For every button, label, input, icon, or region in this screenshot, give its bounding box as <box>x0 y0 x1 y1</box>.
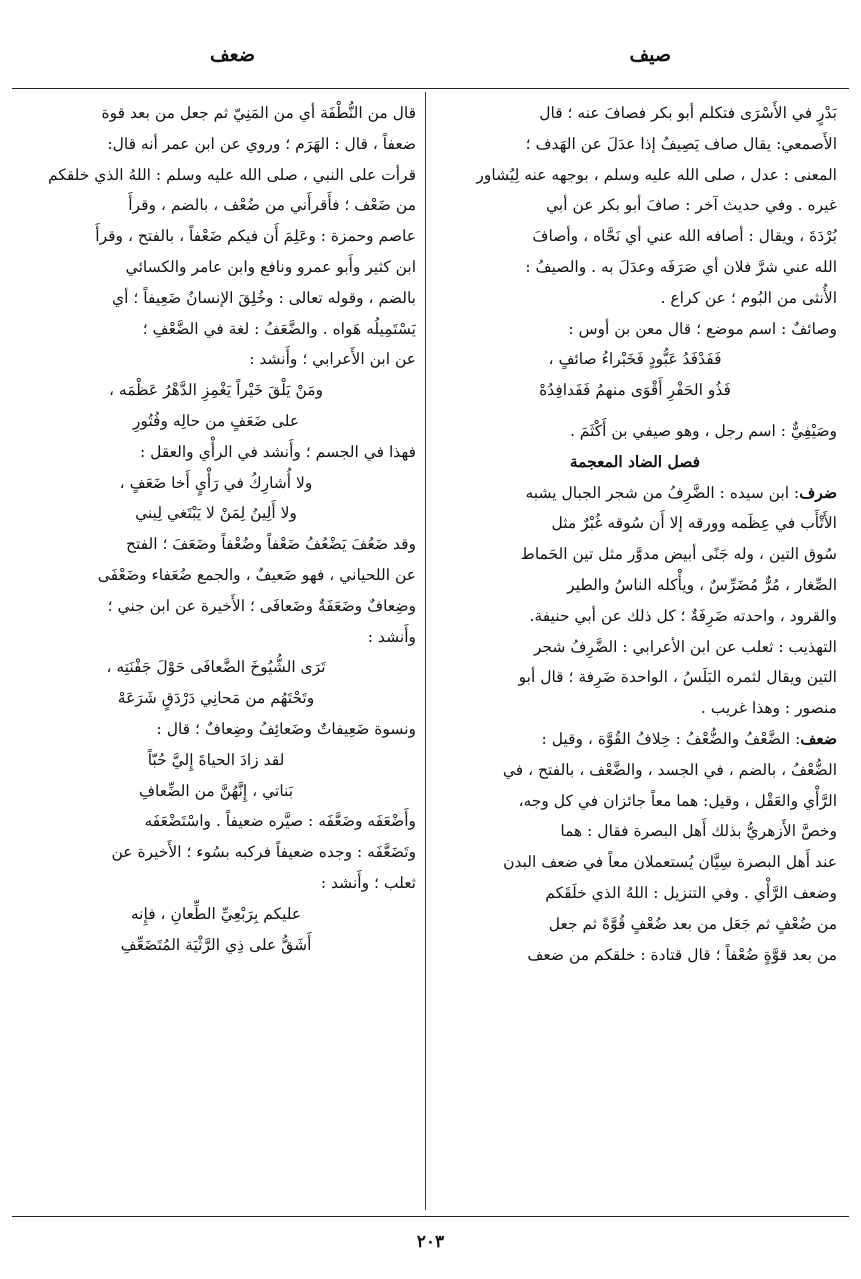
text-line: الله عني شرَّ فلان أي صَرَفَه وعدَلَ به . والصيفُ : <box>525 257 837 276</box>
verse-line: ولا أُشارِكُ في رَأْيٍ أَخا ضَعَفٍ ، <box>119 473 313 492</box>
text-line: سُوق التين ، وله جَنًى أبيض مدوَّر مثل تين الحَماط <box>520 545 837 564</box>
verse-line: بَناتي ، إِنَّهُنَّ من الضِّعافِ <box>138 781 294 800</box>
header-rule <box>12 88 849 89</box>
right-column <box>433 98 837 1210</box>
text-line: وأَنشد : <box>367 627 416 646</box>
verse-line: فَفَدْفَدُ عَبُّودٍ فَخَبْراءُ صائفٍ ، <box>548 350 722 369</box>
column-divider <box>425 92 426 1210</box>
text-line: بَدْرٍ في الأَسْرَى فتكلم أبو بكر فصافَ عنه ؛ قال <box>539 104 837 122</box>
text-line: عند أَهل البصرة سِيَّان يُستعملان معاً في ضعف البدن <box>503 853 837 872</box>
verse-line: ولا أَلِينُ لِمَنْ لا يَبْتَغي لِيني <box>135 504 297 523</box>
text-line: التهذيب : ثعلب عن ابن الأعرابي : الضَّرِفُ شجر <box>533 637 837 656</box>
text-line: والقرود ، واحدته ضَرِفَةٌ ؛ كل ذلك عن أبي حنيفة. <box>529 606 837 625</box>
text-line: من ضُعْفٍ ثم جَعَل من بعد ضُعْفٍ قُوَّةً ثم جعل <box>548 914 837 933</box>
text-line: من ضَعْف ؛ فأَقرأَني من ضُعْف ، بالضم ، وقرأَ <box>128 196 416 215</box>
text-line: الضُّعْفُ ، بالضم ، في الجسد ، والضَّعْف ، بالفتح ، في <box>502 760 837 779</box>
verse-line: على ضَعَفٍ من حالِه وفُتُورِ <box>132 411 300 430</box>
text-line: قال من النُّطْفَة أي من المَنِيّ ثم جعل من بعد قوة <box>101 104 416 122</box>
text-line: التين ويقال لثمره البَلَسُ ، الواحدة ضَرِفة ؛ قال أبو <box>518 668 837 687</box>
text-line: من بعد قوَّةٍ ضُعْفاً ؛ قال قتادة : خلقكم من ضعف <box>527 945 837 964</box>
text-line: وخصَّ الأَزهريُّ بذلك أَهل البصرة فقال : هما <box>560 822 837 841</box>
text-line: عاصم وحمزة : وعَلِمَ أَن فيكم ضَعْفاً ، بالفتح ، وقرأَ <box>95 227 416 246</box>
text-line: الأَتْأَب في عِظَمه وورقه إلا أَن سُوقه غُبْرٌ مثل <box>551 514 837 533</box>
text-line: يَسْتَمِيلُه هَواه . والضَّعَفُ : لغة في الضَّعْفِ ؛ <box>142 319 416 338</box>
verse-line: لقد زادَ الحياةَ إِليَّ حُبّاً <box>147 750 285 769</box>
verse-line: عليكم بِرَبْعِيِّ الطِّعانِ ، فإِنه <box>130 904 302 923</box>
text-line: منصور : وهذا غريب . <box>700 699 837 718</box>
text-line: عن اللحياني ، فهو ضَعيفٌ ، والجمع ضُعَفاء وضَعْفَى <box>97 565 416 584</box>
text-line: الأُنثى من البُوم ؛ عن كراع . <box>660 288 837 307</box>
verse-line: فَذُو الحَفْرِ أَقْوَى منهمُ فَفَدافِدُهْ <box>539 381 731 400</box>
text-line: عن ابن الأَعرابي ؛ وأَنشد : <box>249 350 416 369</box>
text-line: وأَضْعَفَه وضَعَّفَه : صيَّره ضعيفاً . واسْتَضْعَفَه <box>144 812 416 831</box>
text-line: الرَّأْي والعَقْل ، وقيل: هما معاً جائزان في كل وجه، <box>518 791 837 810</box>
text-line: غيره . وفي حديث آخر : صافَ أبو بكر عن أبي <box>546 196 837 215</box>
entry-daaf-first-line <box>433 724 837 755</box>
text-line: الأَصمعي: يقال صاف يَصِيفُ إذا عدَلَ عن الهَدف ؛ <box>525 134 837 153</box>
text-line: وصَيْفِيٌّ : اسم رجل ، وهو صيفي بن أَكْثَمَ . <box>569 421 837 440</box>
text-line: ابن كثير وأَبو عمرو ونافع وابن عامر والكسائي <box>125 257 416 276</box>
text-line: الصِّغار ، مُرٌّ مُضَرِّسٌ ، ويأْكله الناسُ والطير <box>567 575 837 594</box>
page-header <box>0 44 861 80</box>
text-line: بالضم ، وقوله تعالى : وخُلِقَ الإنسانُ ضَعِيفاً ؛ أي <box>112 288 416 307</box>
text-line: وصائفٌ : اسم موضع ؛ قال معن بن أوس : <box>568 319 837 338</box>
text-line: فهذا في الجسم ؛ وأَنشد في الرأْي والعقل : <box>139 442 416 461</box>
text-line: ثعلب ؛ وأَنشد : <box>320 873 416 892</box>
text-line: وضعف الرَّأْي . وفي التنزيل : اللهُ الذي خلَقَكم <box>545 883 837 902</box>
text-line: : الضَّعْفُ والضُّعْفُ : خِلافُ القُوَّة ، وقيل : <box>541 729 801 748</box>
verse-line: ومَنْ يَلْقَ خَيْراً يَغْمِزِ الدَّهْرُ عَظْمَه ، <box>108 381 324 400</box>
running-headword-right: صيف <box>629 44 671 66</box>
text-line: : ابن سيده : الضَّرِفُ من شجر الجبال يشبه <box>525 483 800 502</box>
text-line: ونسوة ضَعِيفاتٌ وضَعائِفُ وضِعافٌ ؛ قال : <box>156 719 416 738</box>
section-title: فصل الضاد المعجمة <box>569 451 701 471</box>
text-line: وضِعافٌ وضَعَفَةٌ وضَعافَى ؛ الأَخيرة عن ابن جني ؛ <box>107 596 416 615</box>
footer-rule <box>12 1216 849 1217</box>
text-line: وقد ضَعُفَ يَضْعُفُ ضَعْفاً وضُعْفاً وضَعَفَ ؛ الفتح <box>125 535 416 554</box>
left-column <box>16 98 416 1210</box>
verse-line: تَرَى الشُّيُوخَ الضَّعافَى حَوْلَ جَفْنَتِه ، <box>106 658 326 677</box>
verse-line: وتَحْتَهُم من مَحانِي دَرْدَقٍ شَرَعَهْ <box>117 689 315 708</box>
text-line: بُرْدَةَ ، ويقال : أصافه الله عني أي نَحَّاه ، وأصافَ <box>532 227 837 246</box>
page-number: ٢٠٣ <box>416 1232 445 1252</box>
text-line: المعنى : عدل ، صلى الله عليه وسلم ، بوجهه عنه لِيُشاور <box>476 165 837 184</box>
entry-headword-daaf: ضعف <box>800 728 837 748</box>
entry-headword-daraf: ضرف <box>799 482 837 502</box>
text-line: ضعفاً ، قال : الهَرَم ؛ وروي عن ابن عمر أنه قال: <box>107 134 416 153</box>
entry-daraf-first-line <box>433 478 837 509</box>
text-line: وتَضَعَّفَه : وجده ضعيفاً فركبه بسُوء ؛ الأَخيرة عن <box>111 843 416 862</box>
text-line: قرأت على النبي ، صلى الله عليه وسلم : اللهُ الذي خلقكم <box>47 165 416 184</box>
verse-line: أَشَقُّ على ذِي الرَّثْيَة المُتَضَعِّفِ <box>120 935 312 954</box>
running-headword-left: ضعف <box>210 44 255 66</box>
